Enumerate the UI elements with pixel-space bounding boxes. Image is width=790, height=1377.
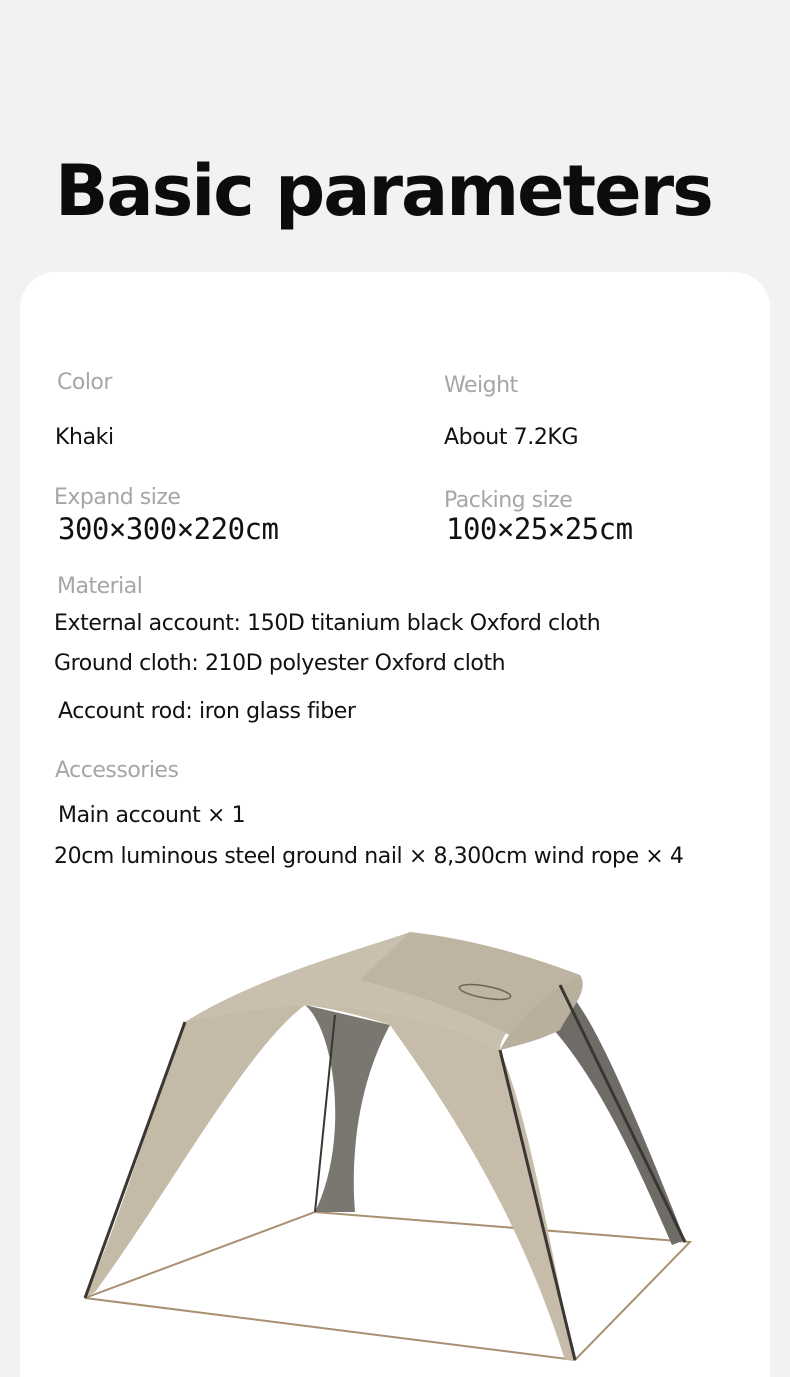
weight-value: About 7.2KG xyxy=(444,425,579,450)
color-label: Color xyxy=(57,370,112,395)
accessories-label: Accessories xyxy=(55,758,179,783)
expand-size-label: Expand size xyxy=(54,485,181,510)
ground-outline xyxy=(85,1212,690,1360)
material-line: Ground cloth: 210D polyester Oxford cloth xyxy=(54,651,506,676)
tent-pole xyxy=(560,985,685,1242)
page-title: Basic parameters xyxy=(55,150,712,232)
accessory-line: Main account × 1 xyxy=(58,803,246,828)
color-value: Khaki xyxy=(55,425,114,450)
expand-size-value: 300×300×220cm xyxy=(58,512,279,546)
material-line: External account: 150D titanium black Oxford cloth xyxy=(54,611,601,636)
tent-image xyxy=(60,920,720,1377)
packing-size-label: Packing size xyxy=(444,488,573,513)
accessory-line: 20cm luminous steel ground nail × 8,300cm wind rope × 4 xyxy=(54,844,684,869)
tent-left-leg xyxy=(85,1005,305,1298)
material-line: Account rod: iron glass fiber xyxy=(58,699,356,724)
packing-size-value: 100×25×25cm xyxy=(446,512,633,546)
weight-label: Weight xyxy=(444,373,518,398)
material-label: Material xyxy=(57,574,143,599)
